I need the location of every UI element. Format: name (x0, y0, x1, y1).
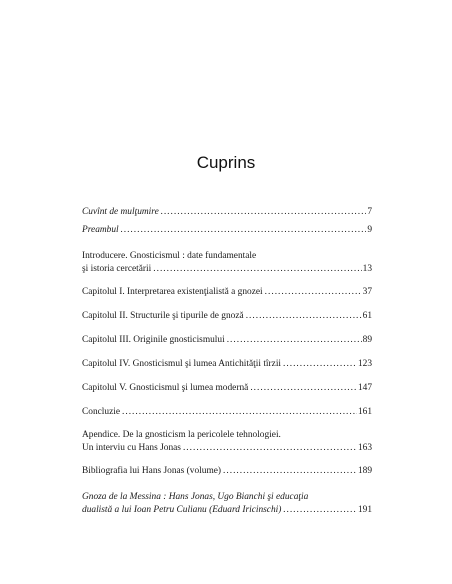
toc-entry-introduction[interactable] (82, 250, 372, 276)
leader-dots (161, 206, 367, 219)
leader-dots (153, 263, 361, 276)
toc-entry-preamble[interactable] (82, 224, 372, 237)
leader-dots (183, 442, 357, 455)
toc-page-number: 89 (362, 335, 372, 345)
toc-page-number: 7 (367, 207, 372, 217)
toc-entry-messina-gnosis[interactable] (82, 491, 372, 517)
leader-dots (227, 334, 362, 347)
toc-entry-title: Apendice. De la gnosticism la pericolele tehnologiei. (82, 430, 281, 440)
toc-entry-chapter-5[interactable] (82, 382, 372, 395)
toc-entry-bibliography[interactable] (82, 465, 372, 478)
leader-dots (250, 382, 357, 395)
leader-dots (246, 310, 362, 323)
toc-entry-title: Capitolul II. Structurile şi tipurile de gnoză (82, 311, 244, 321)
toc-entry-title: Preambul (82, 225, 119, 235)
toc-entry-title: Capitolul IV. Gnosticismul şi lumea Antichităţii tîrzii (82, 359, 282, 369)
toc-entry-title-cont: dualistă a lui Ioan Petru Culianu (Eduard Iricinschi) (82, 505, 282, 515)
toc-page-number: 191 (357, 505, 372, 515)
toc-entry-title: Capitolul I. Interpretarea existenţialistă a gnozei (82, 287, 263, 297)
toc-entry-title: Capitolul V. Gnosticismul şi lumea modernă (82, 383, 249, 393)
toc-entry-title: Cuvînt de mulţumire (82, 207, 159, 217)
leader-dots (122, 406, 357, 419)
toc-entry-title-cont: Un interviu cu Hans Jonas (82, 443, 181, 453)
toc-page-number: 163 (357, 443, 372, 453)
leader-dots (121, 224, 367, 237)
toc-entry-chapter-4[interactable] (82, 358, 372, 371)
toc-entry-chapter-3[interactable] (82, 334, 372, 347)
toc-page-number: 161 (357, 407, 372, 417)
toc-page-number: 37 (362, 287, 372, 297)
leader-dots (283, 358, 357, 371)
toc-page-number: 147 (357, 383, 372, 393)
toc-page-number: 61 (362, 311, 372, 321)
toc-page-number: 123 (357, 359, 372, 369)
leader-dots (265, 286, 362, 299)
leader-dots (223, 465, 357, 478)
page-title: Cuprins (196, 153, 256, 172)
toc-entry-title: Gnoza de la Messina : Hans Jonas, Ugo Bianchi şi educaţia (82, 492, 309, 502)
toc-entry-title: Capitolul III. Originile gnosticismului (82, 335, 225, 345)
toc-page-number: 13 (362, 264, 372, 274)
toc-entry-title: Introducere. Gnosticismul : date fundamentale (82, 251, 257, 261)
toc-page-number: 9 (367, 225, 372, 235)
toc-entry-title: Concluzie (82, 407, 121, 417)
toc-entry-chapter-2[interactable] (82, 310, 372, 323)
toc-entry-chapter-1[interactable] (82, 286, 372, 299)
toc-entry-conclusion[interactable] (82, 406, 372, 419)
toc-entry-acknowledgements[interactable] (82, 206, 372, 219)
toc-entry-title: Bibliografia lui Hans Jonas (volume) (82, 466, 222, 476)
leader-dots (283, 504, 357, 517)
toc-page-number: 189 (357, 466, 372, 476)
toc-entry-title-cont: şi istoria cercetării (82, 264, 152, 274)
toc-entry-appendix[interactable] (82, 429, 372, 455)
